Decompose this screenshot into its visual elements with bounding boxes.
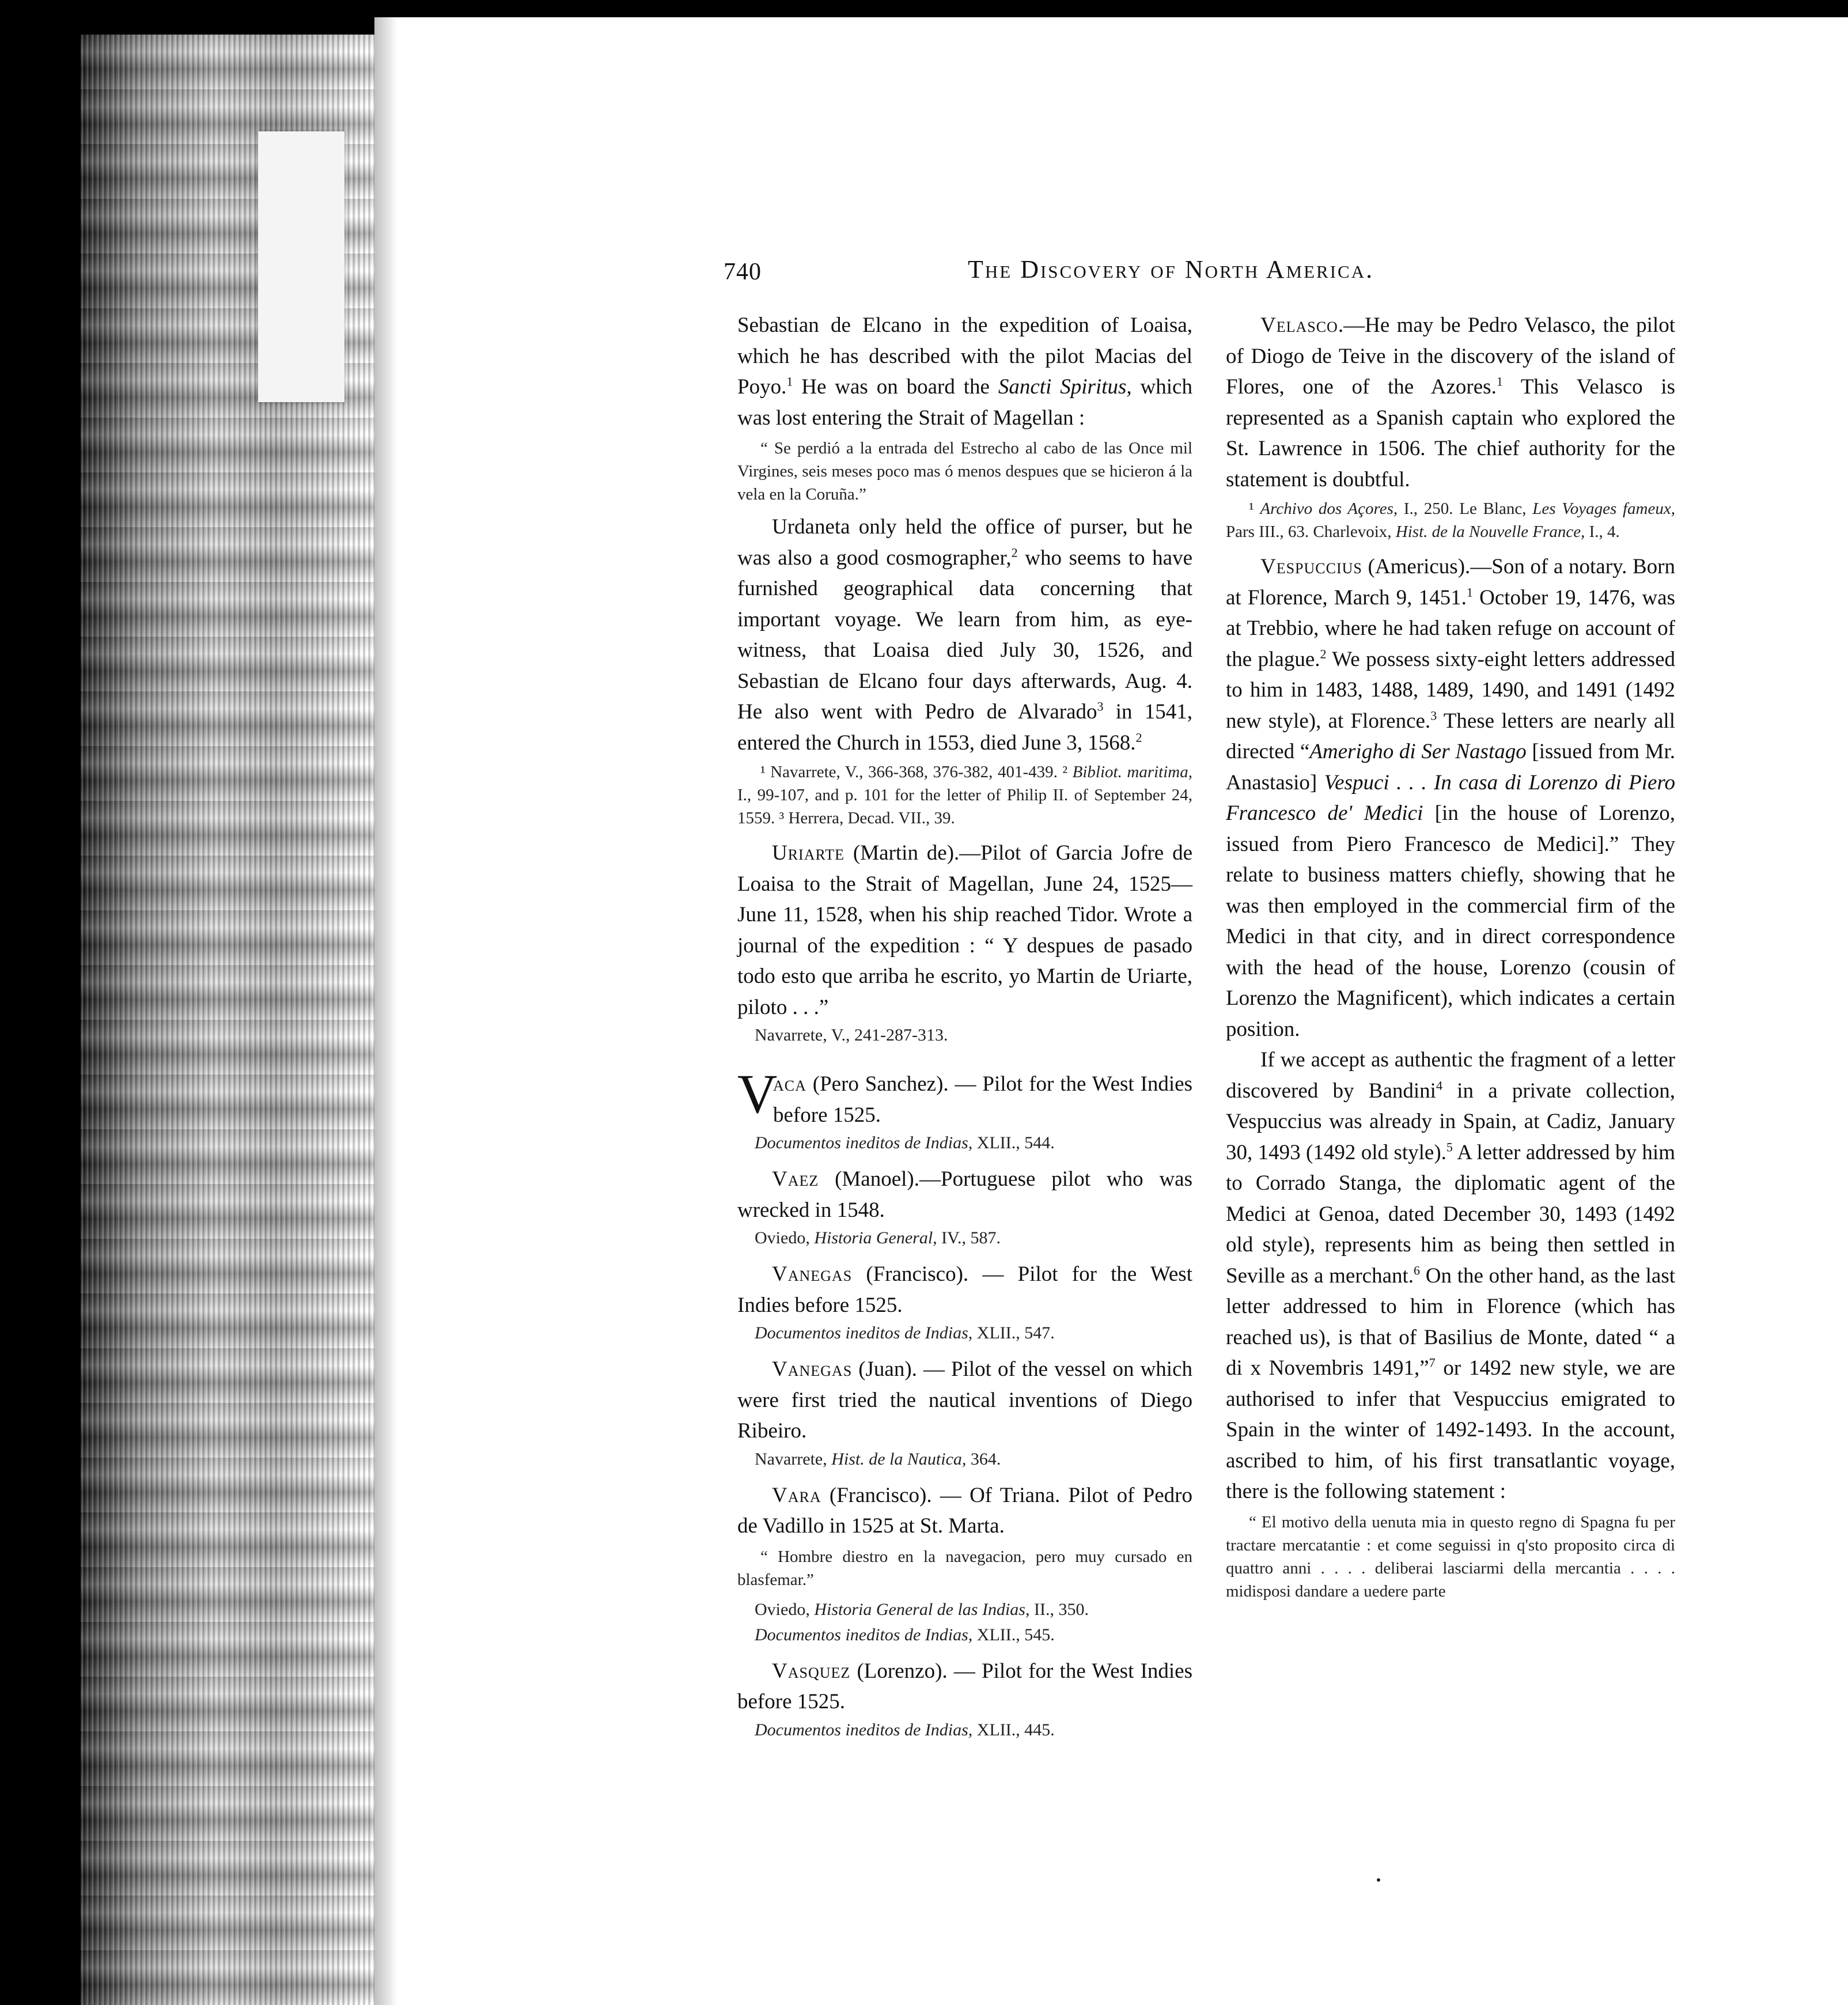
- entry-heading: aca: [773, 1072, 806, 1096]
- entry-heading: Vasquez: [772, 1659, 851, 1683]
- paragraph: Urdaneta only held the office of purser, but he was also a good cosmographer,$^2$ who seems to have furnished geographical data concerning that important voyage. We learn from him, as eye-witness, that Loaisa died July 30, 1526, and Sebastian de Elcano four days afterwards, Aug. 4. He also went with Pedro de Alvarado$^3$ in 1541, entered the Church in 1553, died June 3, 1568.$^2$: [737, 515, 1192, 755]
- page-number: 740: [724, 259, 762, 285]
- quotation: “ Hombre diestro en la navegacion, pero muy cursado en blasfemar.”: [737, 1547, 1192, 1589]
- reference: Navarrete, V., 241-287-313.: [755, 1026, 948, 1045]
- entry-vespuccius: Vespuccius (Americus).—Son of a notary. Born at Florence, March 9, 1451.$^1$ October 19, 1476, was at Trebbio, where he had taken refuge on account of the plague.$^2$ We possess sixty-eight letters addressed to him in 1483, 1488, 1489, 1490, and 1491 (1492 new style), at Florence.$^3$ These letters are nearly all directed “Amerigho di Ser Nastago [issued from Mr. Anastasio] Vespuci . . . In casa di Lorenzo di Piero Francesco de' Medici [in the house of Lorenzo, issued from Piero Francesco de Medici].” They relate to business matters chiefly, showing that he was then employed in the commercial firm of the Medici in that city, and in direct correspondence with the head of the house, Lorenzo (cousin of Lorenzo the Magnificent), which indicates a certain position.: [1226, 555, 1675, 1041]
- reference: Documentos ineditos de Indias, XLII., 544.: [755, 1133, 1055, 1152]
- entry-heading: Vara: [772, 1483, 821, 1507]
- left-column: [737, 310, 1192, 1751]
- quotation: “ El motivo della uenuta mia in questo regno di Spagna fu per tractare mercatantie : et come seguissi in q'sto proposito circa di quattro anni . . . . deliberai lasciarmi della mercantia . . . . midisposi dandare a uedere parte: [1226, 1512, 1675, 1601]
- footnotes: ¹ Archivo dos Açores, I., 250. Le Blanc, Les Voyages fameux, Pars III., 63. Charlevoix, Hist. de la Nouvelle France, I., 4.: [1226, 500, 1675, 541]
- entry-vara: Vara (Francisco). — Of Triana. Pilot of Pedro de Vadillo in 1525 at St. Marta.: [737, 1483, 1192, 1538]
- entry-heading: Vespuccius: [1260, 555, 1362, 578]
- book-page: [374, 17, 1848, 2005]
- entry-vaez: Vaez (Manoel).—Portuguese pilot who was wrecked in 1548.: [737, 1167, 1192, 1222]
- print-speck: [1377, 1878, 1380, 1882]
- entry-heading: Vanegas: [772, 1357, 853, 1381]
- footnotes: ¹ Navarrete, V., 366-368, 376-382, 401-439. ² Bibliot. maritima, I., 99-107, and p. 101 for the letter of Philip II. of September 24, 1559. ³ Herrera, Decad. VII., 39.: [737, 763, 1192, 827]
- entry-vanegas-juan: Vanegas (Juan). — Pilot of the vessel on which were first tried the nautical inventions of Diego Ribeiro.: [737, 1357, 1192, 1443]
- reference: Oviedo, Historia General de las Indias, II., 350.: [755, 1599, 1089, 1619]
- running-title: The Discovery of North America.: [968, 255, 1374, 283]
- entry-uriarte: Uriarte (Martin de).—Pilot of Garcia Jofre de Loaisa to the Strait of Magellan, June 24, 1525—June 11, 1528, when his ship reached Tidor. Wrote a journal of the expedition : “ Y despues de pasado todo esto que arriba he escrito, yo Martin de Uriarte, piloto . . .”: [737, 841, 1192, 1019]
- reference: Documentos ineditos de Indias, XLII., 445.: [755, 1720, 1055, 1739]
- entry-heading: Uriarte: [772, 841, 845, 865]
- reference: Documentos ineditos de Indias, XLII., 545.: [755, 1625, 1055, 1644]
- paragraph: If we accept as authentic the fragment of a letter discovered by Bandini$^4$ in a private collection, Vespuccius was already in Spain, at Cadiz, January 30, 1493 (1492 old style).$^5$ A letter addressed by him to Corrado Stanga, the diplomatic agent of the Medici at Genoa, dated December 30, 1493 (1492 old style), represents him as being then settled in Seville as a merchant.$^6$ On the other hand, as the last letter addressed to him in Florence (which has reached us), is that of Basilius de Monte, dated “ a di x Novembris 1491,”$^7$ or 1492 new style, we are authorised to infer that Vespuccius emigrated to Spain in the winter of 1492-1493. In the account, ascribed to him, of his first transatlantic voyage, there is the following statement :: [1226, 1048, 1676, 1503]
- gutter-shadow: [374, 17, 397, 2005]
- paragraph: Sebastian de Elcano in the expedition of Loaisa, which he has described with the pilot Macias del Poyo.$^1$ He was on board the Sancti Spiritus, which was lost entering the Strait of Magellan :: [737, 313, 1192, 430]
- drop-cap: V: [737, 1063, 778, 1125]
- page-slip: [258, 131, 344, 402]
- quotation: “ Se perdió a la entrada del Estrecho al cabo de las Once mil Virgines, seis meses poco mas ó menos despues que se hicieron á la vela en la Coruña.”: [737, 439, 1192, 504]
- right-column: [1226, 310, 1675, 1609]
- entry-vanegas-francisco: Vanegas (Francisco). — Pilot for the West Indies before 1525.: [737, 1262, 1192, 1317]
- entry-velasco: Velasco.—He may be Pedro Velasco, the pilot of Diogo de Teive in the discovery of the island of Flores, one of the Azores.$^1$ This Velasco is represented as a Spanish captain who explored the St. Lawrence in 1506. The chief authority for the statement is doubtful.: [1226, 313, 1675, 491]
- entry-heading: Vaez: [772, 1167, 819, 1191]
- reference: Oviedo, Historia General, IV., 587.: [755, 1228, 1001, 1247]
- entry-vaca: V aca (Pero Sanchez). — Pilot for the West Indies before 1525.: [737, 1063, 1192, 1127]
- entry-vasquez: Vasquez (Lorenzo). — Pilot for the West Indies before 1525.: [737, 1659, 1192, 1713]
- reference: Navarrete, Hist. de la Nautica, 364.: [755, 1449, 1001, 1469]
- entry-heading: Vanegas: [772, 1262, 853, 1286]
- entry-heading: Velasco: [1260, 313, 1338, 337]
- reference: Documentos ineditos de Indias, XLII., 547.: [755, 1323, 1055, 1342]
